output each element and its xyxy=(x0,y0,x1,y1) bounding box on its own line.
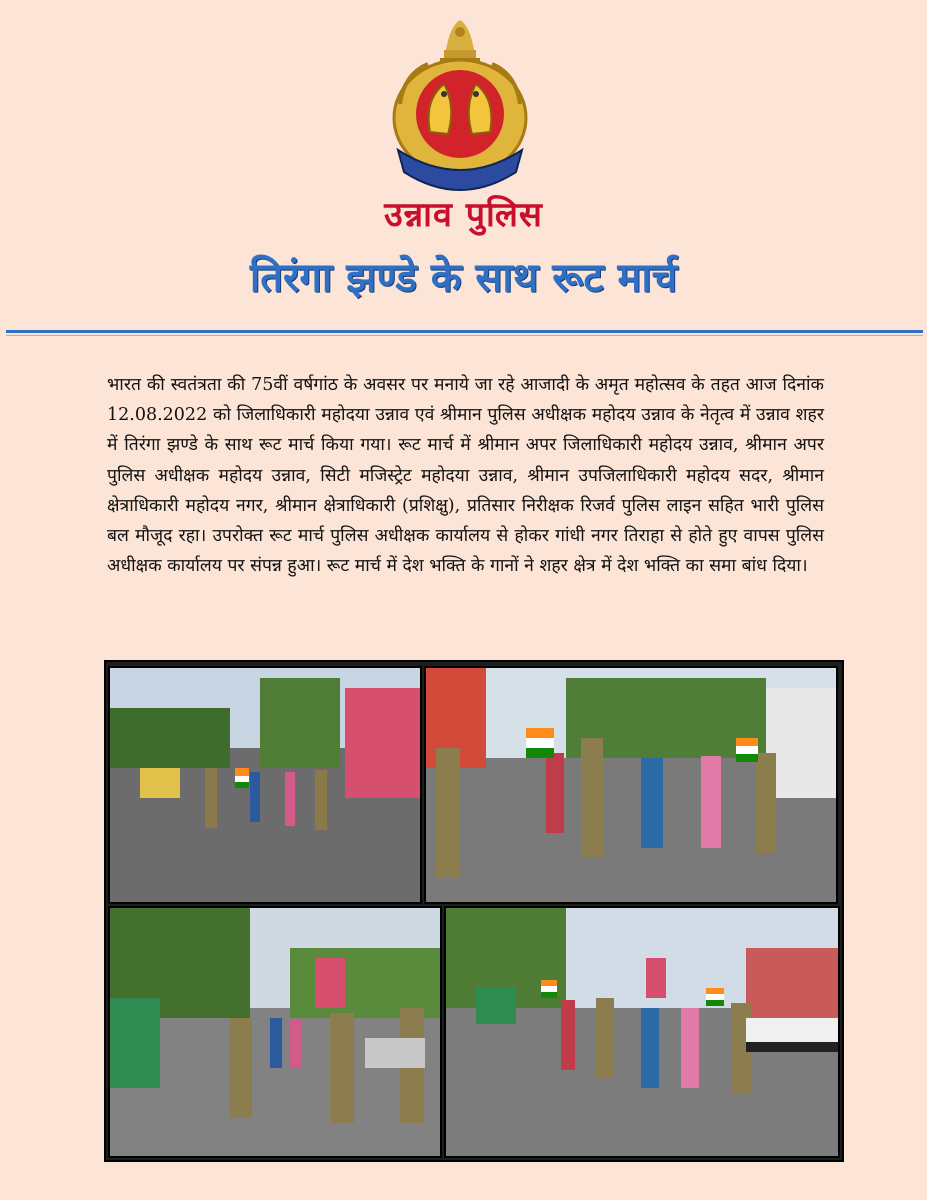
march-photo-2 xyxy=(424,666,838,904)
up-police-emblem xyxy=(384,14,536,192)
headline: तिरंगा झण्डे के साथ रूट मार्च xyxy=(249,255,678,301)
unit-title: उन्नाव पुलिस xyxy=(384,195,543,235)
ashoka-emblem-icon xyxy=(440,20,480,64)
body-paragraph: भारत की स्वतंत्रता की 75वीं वर्षगांठ के अवसर पर मनाये जा रहे आजादी के अमृत महोत्सव के तहत आज दिनांक 12.08.2022 को जिलाधिकारी महोदया उन्नाव एवं श्रीमान पुलिस अधीक्षक महोदय उन्नाव के नेतृत्व में उन्नाव शहर में तिरंगा झण्डे के साथ रूट मार्च किया गया। रूट मार्च में श्रीमान अपर जिलाधिकारी महोदय उन्नाव, श्रीमान अपर पुलिस अधीक्षक महोदय उन्नाव, सिटी मजिस्ट्रेट महोदया उन्नाव, श्रीमान उपजिलाधिकारी महोदय सदर, श्रीमान क्षेत्राधिकारी महोदय नगर, श्रीमान क्षेत्राधिकारी (प्रशिक्षु), प्रतिसार निरीक्षक रिजर्व पुलिस लाइन सहित भारी पुलिस बल मौजूद रहा। उपरोक्त रूट मार्च पुलिस अधीक्षक कार्यालय से होकर गांधी नगर तिराहा से होते हुए वापस पुलिस अधीक्षक कार्यालय पर संपन्न हुआ। रूट मार्च में देश भक्ति के गानों ने शहर क्षेत्र में देश भक्ति का समा बांध दिया। xyxy=(107,375,824,577)
march-photo-1 xyxy=(108,666,422,904)
divider xyxy=(6,330,923,333)
divider-thin xyxy=(6,335,923,336)
march-photo-4 xyxy=(444,906,840,1158)
march-photo-3 xyxy=(108,906,442,1158)
